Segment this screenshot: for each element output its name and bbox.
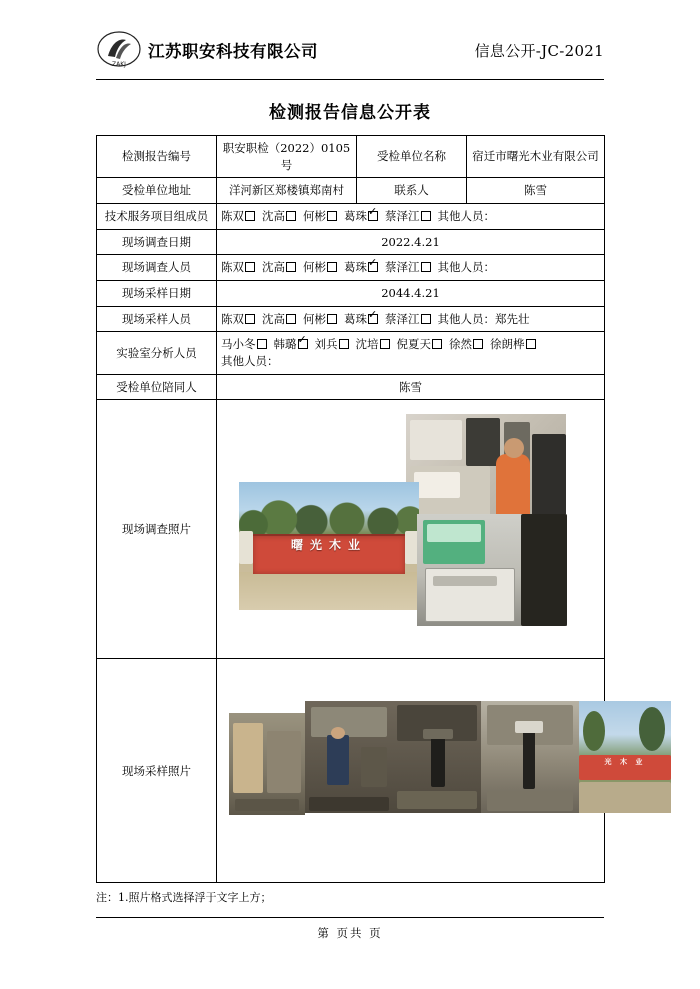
page-content: [96, 26, 646, 905]
sign-board-text: 曙光木业: [290, 538, 367, 553]
person-name: 何彬: [303, 311, 326, 326]
checkbox-icon[interactable]: [286, 314, 296, 324]
person-name: 蔡泽江: [385, 209, 420, 224]
sampling-photo-4: [481, 701, 579, 813]
checkbox-icon[interactable]: [257, 339, 267, 349]
sampling-photo-3: [393, 701, 481, 813]
person-checkbox-item[interactable]: [397, 336, 444, 353]
table-row: [97, 229, 605, 255]
lab-staff-label: 实验室分析人员: [97, 332, 217, 374]
person-checkbox-item[interactable]: [221, 336, 268, 353]
checkbox-checked-icon[interactable]: [368, 211, 378, 221]
checkbox-icon[interactable]: [432, 339, 442, 349]
survey-staff-others: 其他人员：: [437, 260, 495, 275]
sampling-photo-5: [579, 701, 671, 813]
company-name: 江苏职安科技有限公司: [148, 42, 318, 61]
checkbox-icon[interactable]: [327, 211, 337, 221]
report-no-label: 检测报告编号: [97, 136, 217, 178]
client-address-value: 洋河新区郑楼镇郑南村: [217, 178, 357, 204]
page-title: 检测报告信息公开表: [269, 103, 431, 123]
lab-staff-value: [217, 332, 605, 374]
document-code: 信息公开-JC-2021: [474, 41, 604, 60]
person-checkbox-item[interactable]: [385, 311, 432, 328]
checkbox-checked-icon[interactable]: [298, 339, 308, 349]
person-checkbox-item[interactable]: [490, 336, 537, 353]
person-checkbox-item[interactable]: [262, 208, 297, 225]
person-checkbox-item[interactable]: [262, 311, 297, 328]
contact-value: 陈雪: [467, 178, 605, 204]
person-name: 沈培: [355, 337, 379, 352]
person-name: 马小冬: [221, 337, 256, 352]
sampling-staff-label: 现场采样人员: [97, 306, 217, 332]
tech-team-value: [217, 204, 605, 230]
person-name: 沈高: [262, 260, 285, 275]
survey-staff-label: 现场调查人员: [97, 255, 217, 281]
checkbox-icon[interactable]: [526, 339, 536, 349]
sampling-staff-value: [217, 306, 605, 332]
person-checkbox-item[interactable]: [385, 259, 432, 276]
person-checkbox-item[interactable]: [344, 208, 379, 225]
person-name: 蔡泽江: [385, 311, 420, 326]
person-name: 何彬: [303, 209, 326, 224]
report-no-value: 职安职检（2022）0105 号: [217, 136, 357, 178]
survey-staff-people: [221, 260, 438, 274]
sampling-photo-2: [305, 701, 393, 813]
checkbox-icon[interactable]: [327, 314, 337, 324]
checkbox-icon[interactable]: [245, 211, 255, 221]
sampling-photo-group: [221, 663, 646, 878]
outdoor-sign-text: 光 木 业: [604, 757, 646, 767]
tech-team-others: 其他人员：: [437, 209, 495, 224]
person-name: 陈双: [221, 260, 244, 275]
person-name: 葛珠: [344, 311, 367, 326]
survey-photo-group: [221, 404, 600, 654]
document-header: [96, 26, 604, 80]
person-name: 刘兵: [314, 337, 338, 352]
survey-photos-label: 现场调查照片: [97, 400, 217, 659]
header-left-group: [96, 30, 318, 70]
person-name: 沈高: [262, 209, 285, 224]
escort-value: 陈雪: [217, 374, 605, 400]
person-name: 蔡泽江: [385, 260, 420, 275]
tech-team-people: [221, 209, 438, 223]
person-name: 葛珠: [344, 260, 367, 275]
checkbox-icon[interactable]: [286, 262, 296, 272]
person-checkbox-item[interactable]: [221, 259, 256, 276]
table-row: [97, 306, 605, 332]
tech-team-label: 技术服务项目组成员: [97, 204, 217, 230]
client-address-label: 受检单位地址: [97, 178, 217, 204]
person-checkbox-item[interactable]: [303, 208, 338, 225]
info-table: [96, 135, 646, 883]
checkbox-icon[interactable]: [421, 262, 431, 272]
person-checkbox-item[interactable]: [344, 311, 379, 328]
sampling-photos-cell: [217, 659, 646, 883]
contact-label: 联系人: [357, 178, 467, 204]
table-row: [97, 255, 605, 281]
person-checkbox-item[interactable]: [274, 336, 309, 353]
lab-staff-others: 其他人员：: [221, 354, 279, 369]
sampling-photo-1: [229, 713, 305, 815]
person-checkbox-item[interactable]: [344, 259, 379, 276]
survey-photos-cell: [217, 400, 605, 659]
table-row: [97, 374, 605, 400]
checkbox-icon[interactable]: [339, 339, 349, 349]
survey-photo-sign: [239, 482, 419, 610]
person-name: 徐然: [449, 337, 472, 352]
survey-photo-desk-instrument: [417, 514, 567, 626]
person-checkbox-item[interactable]: [262, 259, 297, 276]
survey-date-label: 现场调查日期: [97, 229, 217, 255]
checkbox-icon[interactable]: [380, 339, 390, 349]
person-name: 陈双: [221, 311, 244, 326]
client-name-value: 宿迁市曙光木业有限公司: [467, 136, 605, 178]
person-checkbox-item[interactable]: [315, 336, 350, 353]
person-checkbox-item[interactable]: [385, 208, 432, 225]
person-checkbox-item[interactable]: [303, 259, 338, 276]
table-note: 注：1.照片格式选择浮于文字上方；: [96, 891, 272, 905]
table-row-sampling-photos: [97, 659, 605, 883]
table-row-survey-photos: [97, 400, 605, 659]
sampling-staff-others: 其他人员：郑先壮: [437, 311, 530, 326]
sampling-date-label: 现场采样日期: [97, 281, 217, 307]
person-checkbox-item[interactable]: [356, 336, 391, 353]
checkbox-icon[interactable]: [421, 211, 431, 221]
sampling-photos-label: 现场采样照片: [97, 659, 217, 883]
checkbox-icon[interactable]: [421, 314, 431, 324]
table-row: [97, 136, 605, 178]
person-checkbox-item[interactable]: [221, 311, 256, 328]
person-name: 葛珠: [344, 209, 367, 224]
checkbox-checked-icon[interactable]: [368, 314, 378, 324]
sampling-date-value: 2044.4.21: [217, 281, 605, 307]
person-name: 徐朗桦: [490, 337, 525, 352]
escort-label: 受检单位陪同人: [97, 374, 217, 400]
person-name: 韩璐: [273, 337, 297, 352]
client-name-label: 受检单位名称: [357, 136, 467, 178]
checkbox-icon[interactable]: [473, 339, 483, 349]
person-checkbox-item[interactable]: [221, 208, 256, 225]
lab-staff-people: [221, 337, 543, 351]
person-name: 陈双: [221, 209, 244, 224]
person-name: 何彬: [303, 260, 326, 275]
checkbox-icon[interactable]: [245, 314, 255, 324]
checkbox-icon[interactable]: [286, 211, 296, 221]
table-row: [97, 178, 605, 204]
person-name: 倪夏天: [396, 337, 431, 352]
person-name: 沈高: [262, 311, 285, 326]
checkbox-icon[interactable]: [245, 262, 255, 272]
checkbox-icon[interactable]: [327, 262, 337, 272]
company-logo-icon: [96, 30, 142, 70]
sampling-staff-people: [221, 312, 438, 326]
person-checkbox-item[interactable]: [449, 336, 484, 353]
person-checkbox-item[interactable]: [303, 311, 338, 328]
table-row: [97, 204, 605, 230]
survey-date-value: 2022.4.21: [217, 229, 605, 255]
page-footer: 第 页共 页: [96, 917, 604, 941]
checkbox-checked-icon[interactable]: [368, 262, 378, 272]
survey-staff-value: [217, 255, 605, 281]
table-row: [97, 332, 605, 374]
svg-text:ZAKJ: ZAKJ: [112, 61, 126, 68]
table-row: [97, 281, 605, 307]
